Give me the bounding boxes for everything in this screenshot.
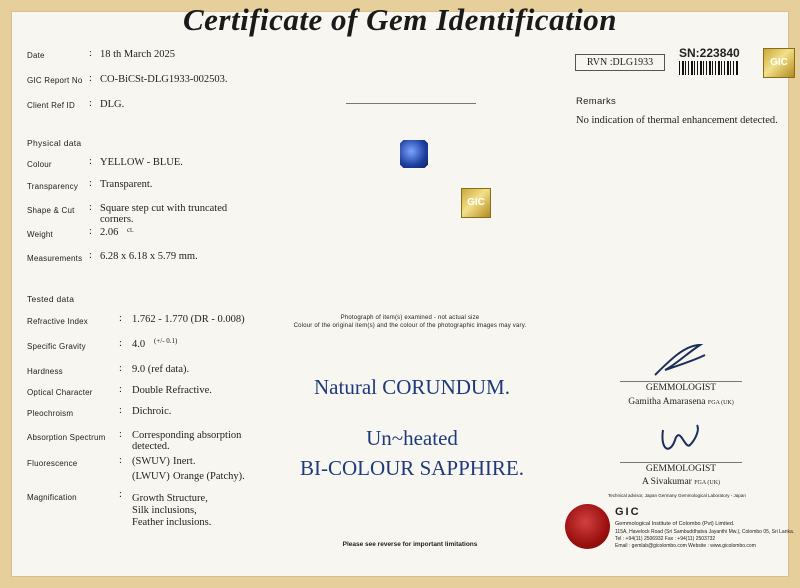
gemmologist-2-title: GEMMOLOGIST — [645, 464, 717, 474]
result-variety: BI-COLOUR SAPPHIRE. — [299, 456, 525, 480]
fluorescence-label: Fluorescence — [27, 459, 78, 468]
mag-value-1: Growth Structure, — [132, 493, 208, 504]
transparency-label: Transparency — [27, 182, 79, 191]
measurements-label: Measurements — [27, 254, 83, 263]
shape-label: Shape & Cut — [27, 206, 75, 215]
barcode — [679, 61, 739, 75]
hardness-value: 9.0 (ref data). — [132, 364, 190, 375]
sg-tolerance: (+/- 0.1) — [154, 337, 178, 345]
gic-email: Email : gemlab@gicolombo.com Website : www.gicolombo.com — [615, 543, 756, 549]
gemmologist-1-suffix: FGA (UK) — [707, 400, 734, 406]
magnification-label: Magnification — [27, 493, 77, 502]
transparency-value: Transparent. — [100, 179, 153, 190]
ri-value: 1.762 - 1.770 (DR - 0.008) — [132, 314, 245, 325]
weight-value: 2.06 — [100, 227, 119, 238]
divider — [346, 103, 476, 104]
client-ref-value: DLG. — [100, 99, 125, 110]
technical-advisor: Technical advisor, Japan Germany Gemmological Laboratory - Japan — [608, 493, 746, 498]
gemmologist-1-name: Gamitha Amarasena — [628, 397, 706, 407]
gic-report-label: GIC Report No — [27, 76, 83, 85]
colour-value: YELLOW - BLUE. — [100, 157, 183, 168]
fluor-lwuv: (LWUV) — [132, 471, 170, 482]
ri-label: Refractive Index — [27, 317, 89, 326]
shape-value-1: Square step cut with truncated — [100, 203, 228, 214]
date-label: Date — [27, 51, 45, 60]
remarks-heading: Remarks — [576, 96, 617, 107]
fluor-swuv-value: Inert. — [173, 456, 196, 467]
signature-2 — [655, 420, 705, 462]
pleochroism-value: Dichroic. — [132, 406, 172, 417]
gemmologist-2-suffix: FGA (UK) — [694, 480, 721, 486]
tested-heading: Tested data — [27, 294, 75, 304]
gemmologist-1-title: GEMMOLOGIST — [645, 383, 717, 393]
sg-label: Specific Gravity — [27, 342, 86, 351]
absorption-value-2: detected. — [132, 441, 170, 452]
gemstone-photo — [400, 140, 428, 168]
signature-1 — [650, 340, 710, 380]
weight-unit: ct. — [127, 226, 134, 234]
limitations-notice: Please see reverse for important limitations — [342, 541, 478, 548]
physical-heading: Physical data — [27, 138, 82, 148]
absorption-label: Absorption Spectrum — [27, 433, 106, 442]
weight-label: Weight — [27, 230, 53, 239]
gemmologist-2-name: A Sivakumar — [641, 477, 692, 487]
photo-caption-2: Colour of the original item(s) and the colour of the photographic images may vary. — [293, 323, 527, 329]
certificate-title: Certificate of Gem Identification — [182, 2, 618, 37]
gic-full-name: Gemmological Institute of Colombo (Pvt) Limited. — [615, 521, 735, 527]
optical-value: Double Refractive. — [132, 385, 212, 396]
gic-phone: Tel : +94(11) 2506932 Fax : +94(11) 2503732 — [615, 536, 716, 542]
mag-value-3: Feather inclusions. — [132, 517, 212, 528]
sig-line-2 — [620, 462, 742, 463]
shape-value-2: corners. — [100, 214, 134, 225]
photo-caption-1: Photograph of item(s) examined - not actual size — [340, 315, 480, 321]
client-ref-label: Client Ref ID — [27, 101, 75, 110]
absorption-value-1: Corresponding absorption — [132, 430, 242, 441]
wax-seal — [565, 504, 610, 549]
sig-line-1 — [620, 381, 742, 382]
sg-value: 4.0 — [132, 339, 146, 350]
remarks-text: No indication of thermal enhancement detected. — [576, 115, 778, 126]
colour-label: Colour — [27, 160, 52, 169]
mag-value-2: Silk inclusions, — [132, 505, 197, 516]
gic-hologram: GIC — [461, 188, 491, 218]
serial-number: SN:223840 — [679, 46, 740, 60]
gic-report-value: CO-BiCSt-DLG1933-002503. — [100, 74, 228, 85]
date-value: 18 th March 2025 — [100, 49, 175, 60]
optical-label: Optical Character — [27, 388, 93, 397]
gic-address: 115A, Havelock Road (Sri Sambuddhatva Jayanthi Mw.), Colombo 05, Sri Lanka. — [615, 529, 795, 535]
pleochroism-label: Pleochroism — [27, 409, 74, 418]
gold-hologram: GIC — [763, 48, 795, 78]
rvn-box: RVN :DLG1933 — [575, 54, 665, 71]
certificate-page: Certificate of Gem Identification Date : 18 th March 2025 GIC Report No : CO-BiCSt-DLG1933-002503. Client Ref ID : DLG. Physical data Colour : YELLOW - BLUE. Transparency : Transparent. Shape & Cut : Square step cut with truncated corners. Weight : 2.06 ct. Measurements : 6.28 x 6.18 x 5.79 mm. Tested data Refractive Index : 1.762 - 1.770 (DR - 0.008) Specific Gravity : 4.0 (+/- 0.1) Hardness : 9.0 (ref data). Optical Character : Double Refractive. Pleochroism : Dichroic. Absorption Spectrum : Corresponding absorption detected. Fluorescence : (SWUV) Inert. (LWUV) Orange (Patchy). Magnification : Growth Structure, Silk inclusions, Feather inclusions. RVN :DLG1933 SN:223840 GIC Remarks No indication of thermal enhancement detected. GIC Photograph of item(s) examined - not actual size Colour of the original item(s) and the colour of the photographic images may vary. Natural CORUNDUM. Un~heated BI-COLOUR SAPPHIRE. GEMMOLOGIST Gamitha Amarasena FGA (UK) GEMMOLOGIST A Sivakumar FGA (UK) Technical advisor, Japan Germany Gemmological Laboratory - Japan GIC Gemmological Institute of Colombo (Pvt) Limited. 115A, Havelock Road (Sri Sambuddhatva Jayanthi Mw.), Colombo 05, Sri Lanka. Tel : +94(11) 2506932 Fax : +94(11) 2503732 Email : gemlab@gicolombo.com Website : www.gicolombo.com Please see reverse for important limitations — [0, 0, 800, 588]
measurements-value: 6.28 x 6.18 x 5.79 mm. — [100, 251, 198, 262]
gic-logo-text: GIC — [615, 506, 641, 518]
fluor-swuv: (SWUV) — [132, 456, 170, 467]
result-treatment: Un~heated — [366, 426, 458, 450]
hardness-label: Hardness — [27, 367, 63, 376]
fluor-lwuv-value: Orange (Patchy). — [173, 471, 245, 482]
result-species: Natural CORUNDUM. — [314, 375, 510, 399]
